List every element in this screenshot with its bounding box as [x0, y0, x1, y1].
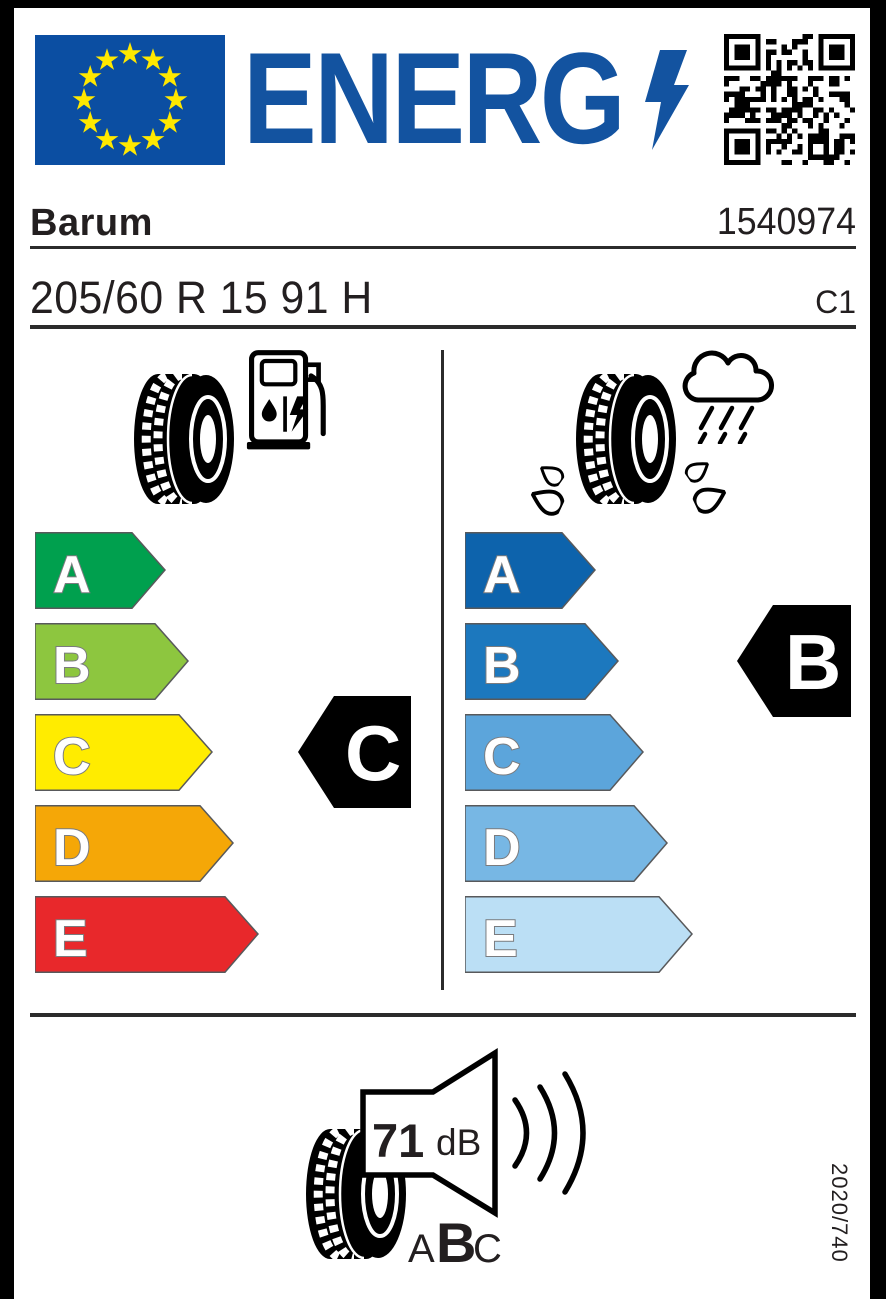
frame-top: [0, 0, 886, 8]
tyre-icon: [570, 371, 678, 507]
rain-cloud-icon: [668, 346, 788, 444]
noise-unit: dB: [436, 1122, 482, 1163]
wet-grip-grade-c-arrow: [465, 714, 644, 791]
noise-class-c: C: [473, 1227, 502, 1271]
fuel-grade-a-label: A: [53, 546, 91, 604]
wet-grip-grade-d-label: D: [483, 819, 521, 877]
fuel-grade-d-arrow: [35, 805, 234, 882]
tyre-designation: 205/60 R 15 91 H: [30, 272, 373, 323]
fuel-grade-c-label: C: [53, 728, 91, 786]
tyre-class: C1: [815, 284, 856, 320]
wet-grip-grade-a-arrow: [465, 532, 596, 609]
splash-icon: [690, 479, 731, 517]
fuel-grade-c-arrow: [35, 714, 213, 791]
qr-code: [717, 34, 862, 165]
noise-class-a: A: [408, 1227, 435, 1271]
wet-grip-rating-badge: [737, 605, 851, 717]
noise-section-graphic: [290, 1040, 610, 1285]
sound-waves-icon: [515, 1074, 583, 1192]
frame-left: [0, 0, 14, 1299]
noise-value: 71: [372, 1114, 425, 1167]
divider-line-3: [30, 1013, 856, 1017]
energ-logo-text: ENERG: [243, 25, 624, 171]
wet-grip-grade-e-label: E: [483, 910, 518, 968]
rain-drops-icon: [700, 408, 752, 443]
wet-grip-rating-letter: B: [785, 618, 842, 706]
wet-grip-grade-e-arrow: [465, 896, 693, 973]
energy-logo-bolt-icon: [645, 50, 702, 150]
fuel-grade-b-label: B: [53, 637, 91, 695]
wet-grip-grade-b-label: B: [483, 637, 521, 695]
column-divider: [441, 350, 444, 990]
fuel-grade-e-arrow: [35, 896, 259, 973]
wet-grip-grade-c-label: C: [483, 728, 521, 786]
fuel-grade-a-arrow: [35, 532, 166, 609]
wet-grip-grade-b-arrow: [465, 623, 619, 700]
divider-line-1: [30, 246, 856, 249]
fuel-rating-letter: C: [345, 709, 402, 797]
fuel-grade-e-label: E: [53, 910, 88, 968]
splash-icon: [682, 455, 714, 486]
tyre-icon: [128, 371, 236, 507]
noise-class-b: B: [436, 1211, 477, 1274]
divider-line-2: [30, 325, 856, 329]
fuel-pump-icon: [244, 348, 328, 455]
frame-right: [870, 0, 886, 1299]
wet-grip-grade-a-label: A: [483, 546, 521, 604]
article-number: 1540974: [716, 201, 856, 243]
fuel-grade-d-label: D: [53, 819, 91, 877]
fuel-rating-badge: [298, 696, 411, 808]
fuel-grade-b-arrow: [35, 623, 189, 700]
regulation-number: 2020/740: [827, 1163, 852, 1263]
eu-flag: [35, 35, 225, 165]
noise-class-scale: [408, 1211, 502, 1274]
wet-grip-grade-d-arrow: [465, 805, 668, 882]
splash-icon: [526, 481, 567, 519]
brand-name: Barum: [30, 202, 153, 244]
